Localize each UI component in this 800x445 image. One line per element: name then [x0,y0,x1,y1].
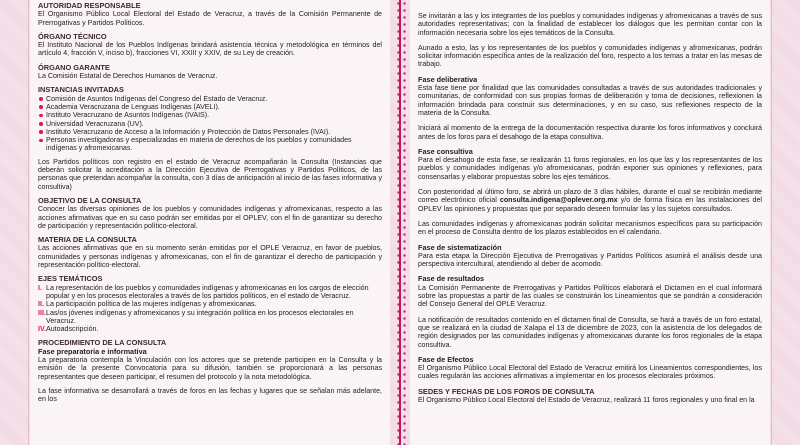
heading-organo-garante: ÓRGANO GARANTE [38,62,110,72]
text-consultiva-1: Para el desahogo de esta fase, se realizarán 11 foros regionales, en los que las y los representantes de los pueblos y comunidades indígenas y/o afromexicanas, podrán exponer sus opiniones y reflexiones, para consensarlas y elaborar propuestas sobre los ejes temáticos. [418,156,762,181]
heading-sedes: SEDES Y FECHAS DE LOS FOROS DE CONSULTA [418,386,595,396]
heading-objetivo: OBJETIVO DE LA CONSULTA [38,195,142,205]
heading-efectos: Fase de Efectos [418,354,474,364]
text-preparatoria: La preparatoria contempla la Vinculación con los actores que se pretende participen en la Consulta y la emisión de la presente Convocatoria para su difusión, también se proporcionará a las personas representantes que deseen participar, el resumen del protocolo y la nota metodológica. [38,355,382,381]
section-intro [418,12,762,69]
text-objetivo: Conocer las diversas opiniones de los pueblos y comunidades indígenas y afromexicanas, respecto a las acciones afirmativas que en su caso podrán ser emitidas por el OPLEV, con el fin de garantizar su derecho de participación y representación político-electoral. [38,205,382,230]
list-item: Universidad Veracruzana (UV). [38,120,382,128]
text-sedes: El Organismo Público Local Electoral del Estado de Veracruz, realizará 11 foros regionales y uno final en la [418,395,755,404]
heading-deliberativa: Fase deliberativa [418,74,478,84]
subheading-preparatoria: Fase preparatoria e informativa [38,346,147,356]
center-divider [399,0,401,445]
right-column [410,0,770,445]
roman-numeral: II. [38,300,44,309]
heading-sistematizacion: Fase de sistematización [418,242,502,252]
eje-text: La representación de los pueblos y comunidades indígenas y afromexicanas en los cargos de elección popular y en los procesos electorales a través de los partidos políticos, en el estado de Veracruz. [46,283,369,300]
text-efectos: El Organismo Público Local Electoral del Estado de Veracruz emitirá los Lineamientos correspondientes, los cuales regularán las acciones afirmativas a implementar en los procesos electorales próximos. [418,364,762,381]
section-autoridad [38,2,382,27]
roman-numeral: III. [38,308,46,317]
text-informativa: La fase informativa se desarrollará a través de foros en las fechas y lugares que se señalan más adelante, en los [38,386,382,404]
heading-procedimiento: PROCEDIMIENTO DE LA CONSULTA [38,338,167,348]
section-instancias [38,86,382,191]
section-efectos [418,356,762,381]
text-intro-2: Aunado a esto, las y los representantes de los pueblos y comunidades indígenas y afromexicanas, podrán solicitar información específica antes de la realización del foro, respecto a los temas a tratar en las mesas de trabajo. [418,43,762,69]
text-deliberativa-1: Esta fase tiene por finalidad que las comunidades consultadas a través de sus autoridades tradicionales y comunitarias, de conformidad con sus propias formas de deliberación y toma de decisiones, reflexionen la información brindada para construir sus determinaciones, y en su caso, sus reflexiones respecto de la materia de la Consulta. [418,84,762,117]
text-consultiva-2b: y/o de forma física en las instalaciones del OPLEV las opiniones y propuestas que por separado deseen formular las y los sujetos consultados. [418,196,762,213]
heading-autoridad: AUTORIDAD RESPONSABLE [38,1,141,10]
eje-text: La participación política de las mujeres indígenas y afromexicanas. [46,300,257,309]
section-consultiva [418,148,762,237]
list-item [38,284,382,301]
list-item: Instituto Veracruzano de Acceso a la Información y Protección de Datos Personales (IVAI). [38,128,382,136]
text-resultados-1: La Comisión Permanente de Prerrogativas y Partidos Políticos elaborará el Dictamen en el cual informará sobre las propuestas a partir de las cuales se construirán los Lineamientos que se pondrán a consideración del Consejo General del OPLE Veracruz. [418,283,762,309]
left-edge-line [28,0,29,445]
text-autoridad: El Organismo Público Local Electoral del Estado de Veracruz, a través de la Comisión Permanente de Prerrogativas y Partidos Políticos. [38,10,382,27]
text-intro-1: Se invitarán a las y los integrantes de los pueblos y comunidades indígenas y afromexicanas a través de sus autoridades representativas; con la finalidad de establecer los diálogos que les permitan contar con la información necesaria sobre los ejes temáticos de la Consulta. [418,12,762,37]
list-item: Instituto Veracruzano de Asuntos Indígenas (IVAIS). [38,111,382,119]
eje-text: Las/os jóvenes indígenas y afromexicanos y su integración política en los procesos electorales en Veracruz. [46,308,354,325]
email-address: consulta.indigena@oplever.org.mx [499,196,618,205]
section-organo-garante [38,64,382,81]
roman-numeral: IV. [38,325,47,334]
roman-numeral: I. [38,283,42,292]
list-item: Personas investigadoras y especializadas en materia de derechos de los pueblos y comunidades indígenas y afromexicanas. [38,136,382,153]
eje-text: Autoadscripción. [46,325,99,334]
divider-dots-right [402,0,407,445]
section-materia [38,236,382,269]
section-organo-tecnico [38,33,382,58]
right-edge-line [771,0,772,445]
section-resultados [418,275,762,348]
text-deliberativa-2: Iniciará al momento de la entrega de la documentación respectiva durante los foros informativos y concluirá antes de los foros para el desahogo de la etapa consultiva. [418,124,762,141]
text-consultiva-3: Las comunidades indígenas y afromexicanas podrán solicitar mecanismos específicos para su participación en el proceso de Consulta dentro de los plazos establecidos en el calendario. [418,219,762,237]
text-partidos: Los Partidos políticos con registro en el estado de Veracruz acompañarán la Consulta (Instancias que deberán solicitar la acreditación a la Dirección Ejecutiva de Prerrogativas y Partidos Políticos, de las personas que pretendan acompañar la consulta, con 3 días de anticipación al inicio de las fases informativa y consultiva) [38,157,382,191]
text-consultiva-2 [418,188,762,213]
list-item: Academia Veracruzana de Lenguas Indígenas (AVELI). [38,103,382,111]
text-organo-garante: La Comisión Estatal de Derechos Humanos de Veracruz. [38,72,218,81]
section-objetivo [38,197,382,230]
text-organo-tecnico: El Instituto Nacional de los Pueblos Indígenas brindará asistencia técnica y metodológica en términos del artículo 4, fracción V, inciso b), fracciones VI, XXIII y XXIV, de su Ley de creación. [38,41,382,58]
left-column [30,0,390,445]
list-item [38,325,382,333]
heading-ejes: EJES TEMÁTICOS [38,274,103,284]
heading-consultiva: Fase consultiva [418,146,473,156]
list-item: Comisión de Asuntos Indígenas del Congreso del Estado de Veracruz. [38,95,382,103]
section-sistematizacion [418,244,762,269]
heading-materia: MATERIA DE LA CONSULTA [38,235,137,245]
heading-organo-tecnico: ÓRGANO TÉCNICO [38,31,107,41]
section-ejes [38,275,382,333]
heading-instancias: INSTANCIAS INVITADAS [38,85,124,95]
section-deliberativa [418,76,762,141]
text-sistematizacion: Para esta etapa la Dirección Ejecutiva de Prerrogativas y Partidos Políticos asumirá el análisis desde una perspectiva intercultural, atendiendo al deber de acomodo. [418,251,762,269]
heading-resultados: Fase de resultados [418,274,485,284]
section-sedes [418,388,762,405]
text-resultados-2: La notificación de resultados contenido en el dictamen final de Consulta, se hará a través de un foro estatal, que se realizará en la ciudad de Xalapa el 13 de diciembre de 2023, con la asistencia de los delegados de región designados por las comunidades indígenas y afromexicanas durante los foros regionales de la etapa consultiva. [418,315,762,349]
list-item [38,309,382,326]
instancias-list [38,95,382,153]
text-consultiva-2a: Con posterioridad al último foro, se abrirá un plazo de 3 días hábiles, durante el cual se recibirán mediante correo electrónico oficial [418,188,762,205]
ejes-list [38,284,382,334]
text-materia: Las acciones afirmativas que en su momento serán emitidas por el OPLE Veracruz, en favor de pueblos, comunidades y personas indígenas y afromexicanas, con el fin de garantizar el derecho de participación y representación político-electoral. [38,244,382,270]
list-item [38,300,382,308]
section-procedimiento [38,339,382,403]
